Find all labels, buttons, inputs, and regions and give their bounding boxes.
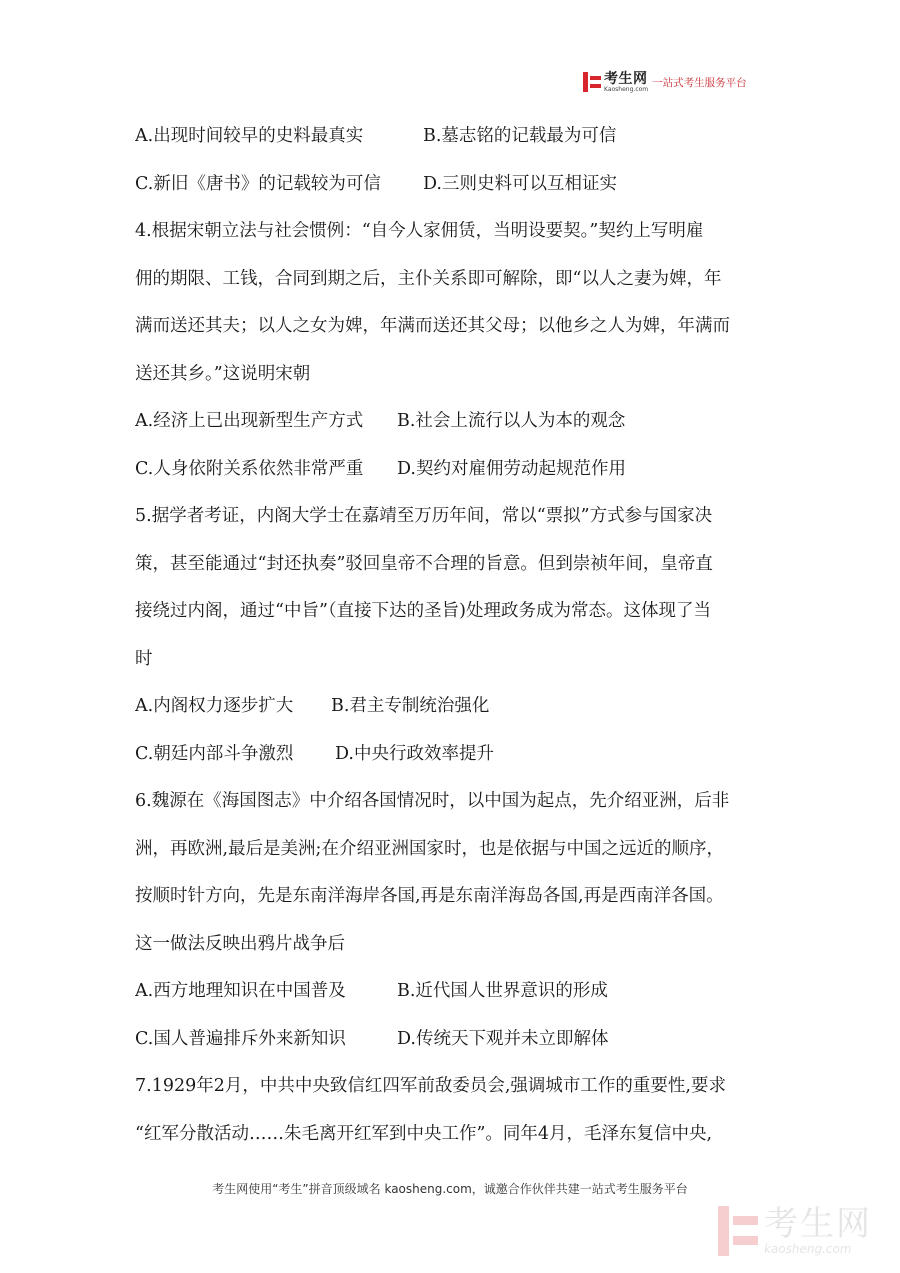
option-line [135,1016,775,1064]
option-line [135,731,775,779]
question-text-line: 策，甚至能通过“封还执奏”驳回皇帝不合理的旨意。但到崇祯年间，皇帝直 [135,553,713,574]
option-line [135,398,775,446]
document-body [135,113,775,1158]
question-text-line: 7.1929年2月，中共中央致信红四军前敌委员会,强调城市工作的重要性,要求 [135,1076,726,1096]
option-c: C.朝廷内部斗争激烈 [135,743,294,764]
option-line [135,683,775,731]
watermark-wordmark [764,1204,872,1256]
question-text-line: 洲，再欧洲,最后是美洲;在介绍亚洲国家时，也是依据与中国之远近的顺序， [135,838,724,859]
watermark-domain: kaosheng.com [764,1242,852,1256]
logo-icon [583,72,601,92]
option-c: C.人身依附关系依然非常严重 [135,458,364,479]
watermark-name: 考生网 [764,1204,872,1244]
option-a: A.出现时间较早的史料最真实 [135,126,364,146]
page-footer: 考生网使用“考生”拼音顶级域名 kaosheng.com，诚邀合作伙伴共建一站式考生服务平台 [212,1182,688,1196]
header-slogan: 一站式考生服务平台 [652,76,747,89]
logo-domain: Kaosheng.com [604,85,649,93]
option-d: D.传统天下观并未立即解体 [397,1028,609,1049]
question-text-line: 满而送还其夫；以人之女为婢，年满而送还其父母；以他乡之人为婢，年满而 [135,316,730,336]
option-a: A.内阁权力逐步扩大 [135,696,294,716]
option-line [135,161,775,209]
question-text-line: 佣的期限、工钱，合同到期之后，主仆关系即可解除，即“以人之妻为婢，年 [135,268,722,289]
option-line [135,446,775,494]
option-b: B.近代国人世界意识的形成 [397,981,608,1001]
option-d: D.契约对雇佣劳动起规范作用 [397,458,626,479]
watermark-icon [718,1206,758,1256]
option-a: A.西方地理知识在中国普及 [135,981,346,1001]
watermark-logo [718,1198,893,1264]
question-text-line: “红军分散活动……朱毛离开红军到中央工作”。同年4月，毛泽东复信中央, [135,1123,713,1144]
header-logo [583,68,783,96]
question-text-line: 6.魏源在《海国图志》中介绍各国情况时，以中国为起点，先介绍亚洲，后非 [135,791,730,811]
question-text-line: 按顺时针方向，先是东南洋海岸各国,再是东南洋海岛各国,再是西南洋各国。 [135,886,724,906]
option-c: C.国人普遍排斥外来新知识 [135,1028,346,1049]
question-text-line: 这一做法反映出鸦片战争后 [135,933,345,954]
question-text-line: 接绕过内阁，通过“中旨”（直接下达的圣旨)处理政务成为常态。这体现了当 [135,601,711,621]
option-c: C.新旧《唐书》的记载较为可信 [135,173,381,194]
option-b: B.社会上流行以人为本的观念 [397,411,626,431]
option-d: D.三则史料可以互相证实 [423,173,617,194]
option-line [135,113,775,161]
option-d: D.中央行政效率提升 [335,743,494,764]
question-text-line: 送还其乡。”这说明宋朝 [135,363,311,384]
option-b: B.墓志铭的记载最为可信 [423,126,617,146]
question-text-line: 4.根据宋朝立法与社会惯例：“自今人家佣赁，当明设要契。”契约上写明雇 [135,221,704,241]
logo-name: 考生网 [604,70,648,87]
question-text-line: 5.据学者考证，内阁大学士在嘉靖至万历年间，常以“票拟”方式参与国家决 [135,506,713,526]
option-b: B.君主专制统治强化 [331,696,490,716]
logo-wordmark [604,72,648,93]
question-text-line: 时 [135,648,153,669]
option-line [135,968,775,1016]
option-a: A.经济上已出现新型生产方式 [135,411,364,431]
